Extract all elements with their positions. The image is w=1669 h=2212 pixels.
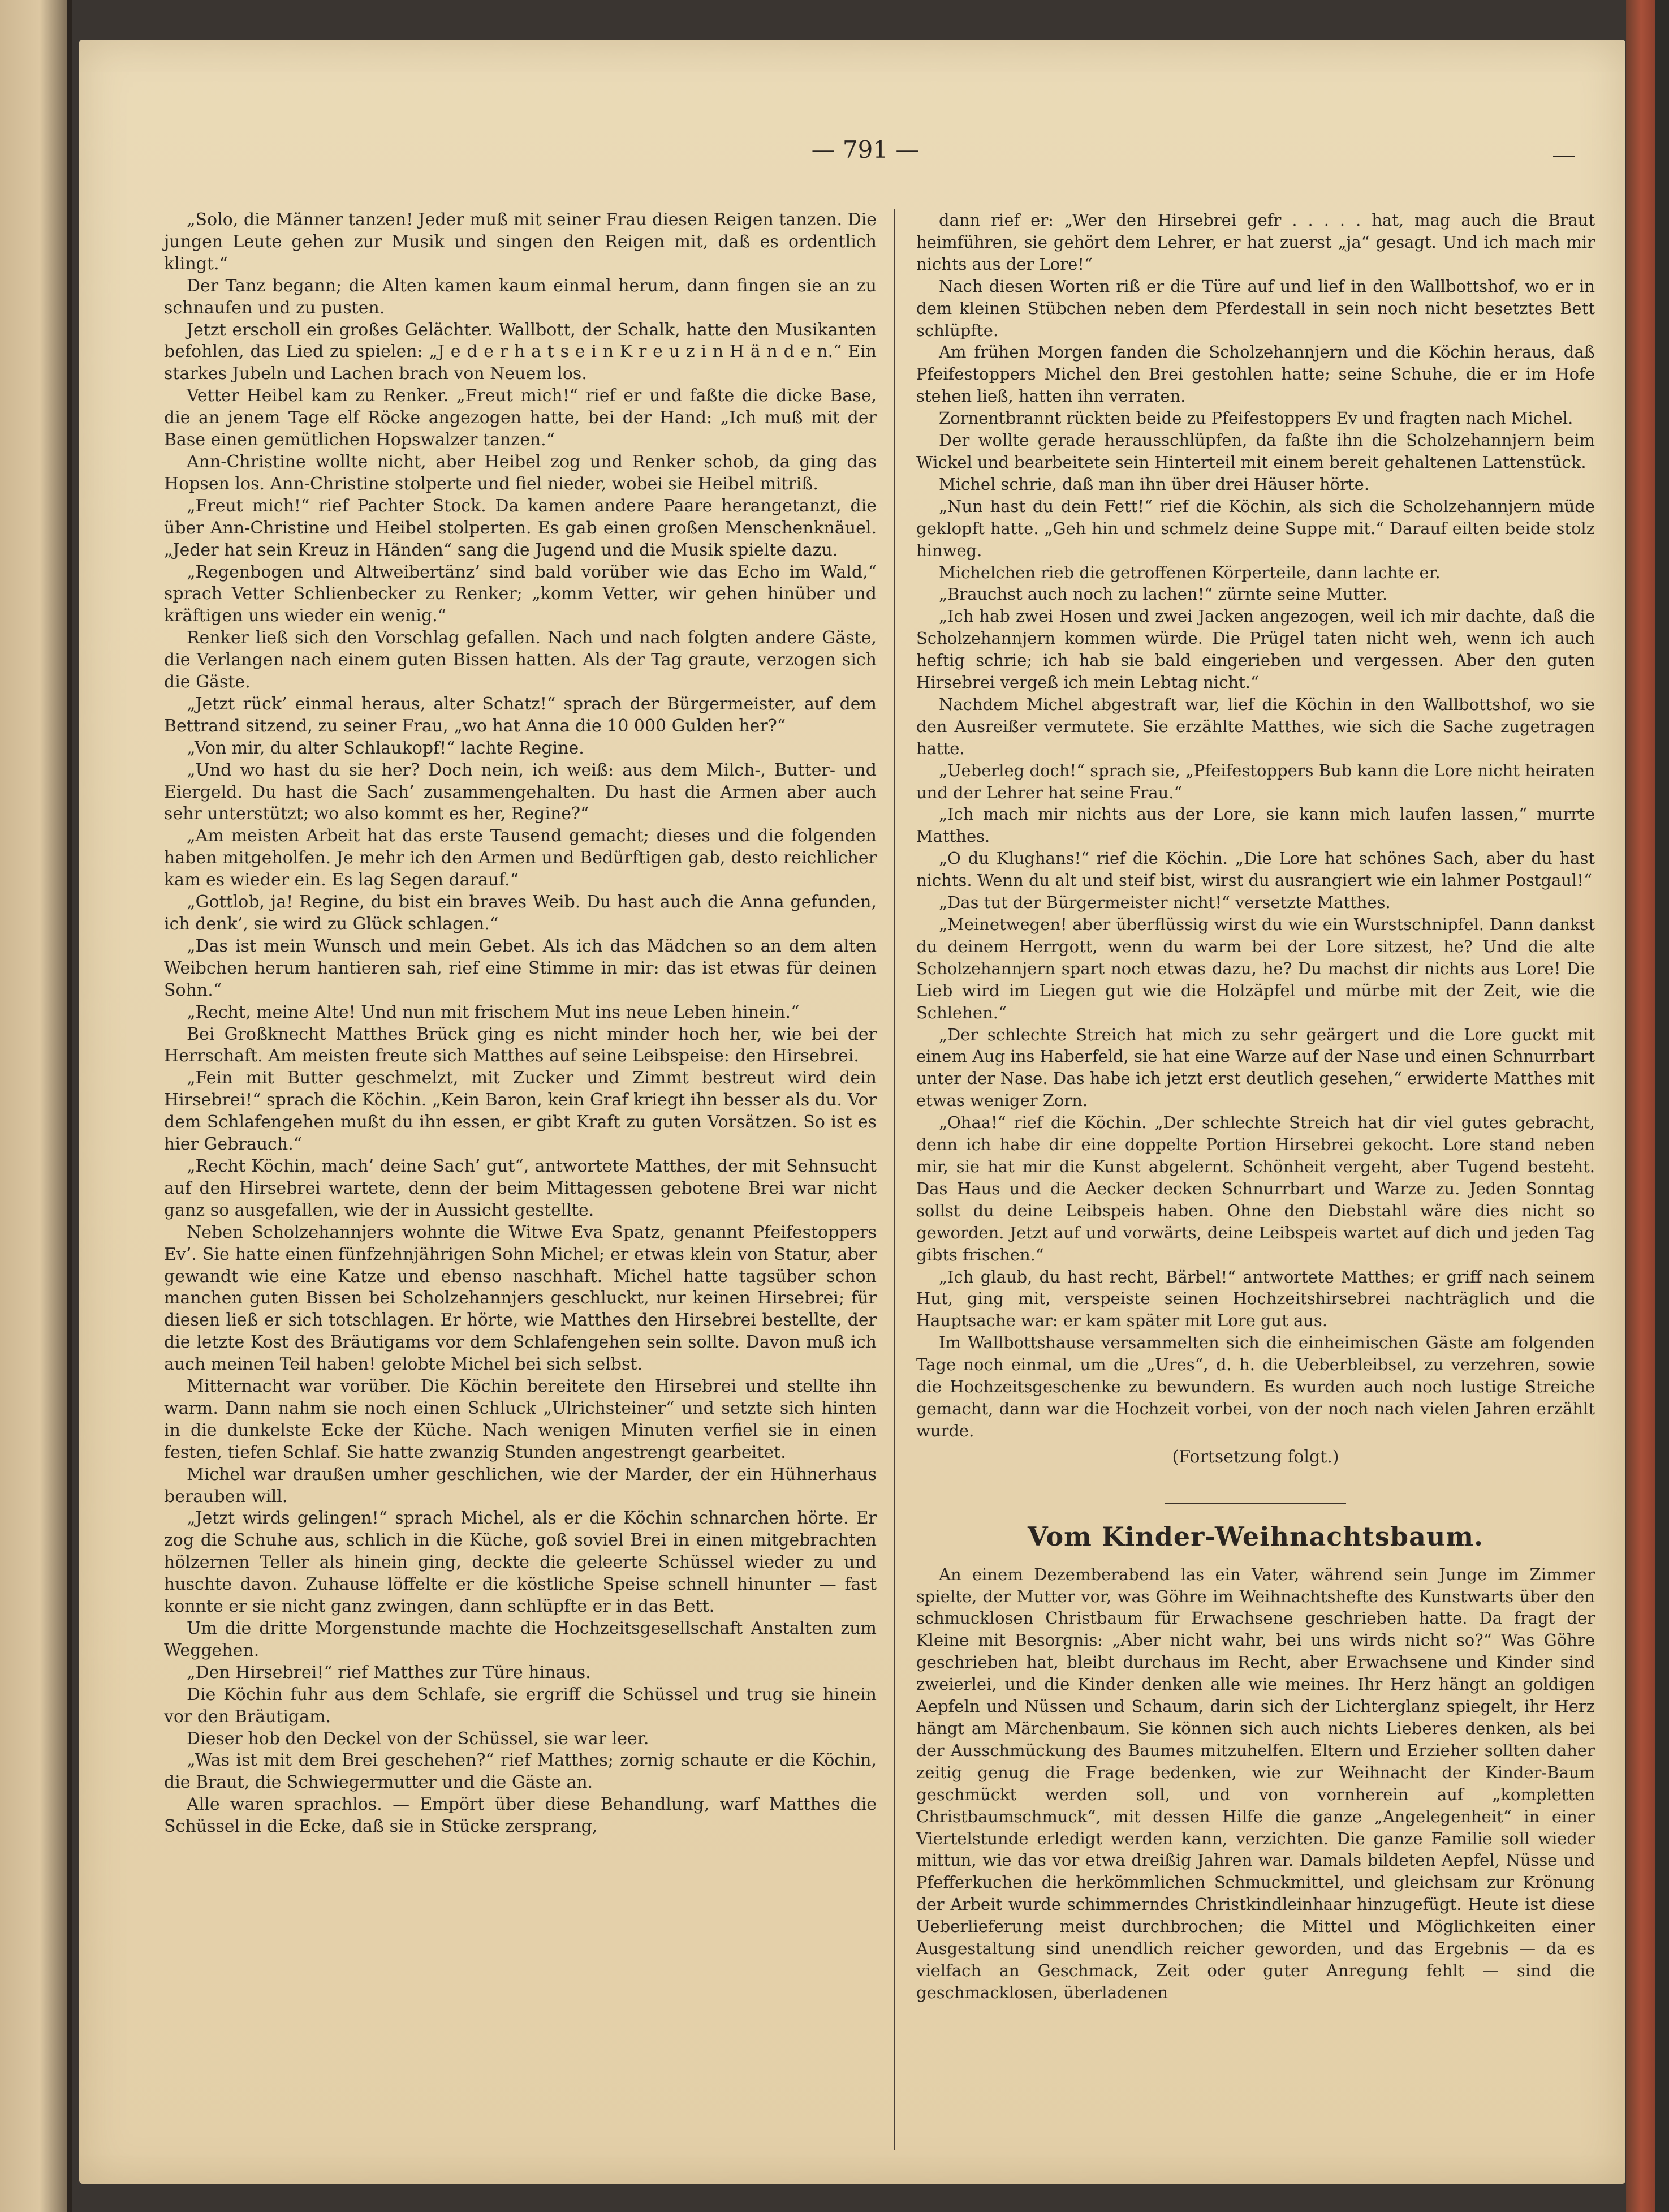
- story-continuation: [916, 209, 1595, 1442]
- paragraph: „Das tut der Bürgermeister nicht!“ versetzte Matthes.: [939, 893, 1391, 913]
- article-body: [916, 1564, 1595, 2004]
- continued-note: (Fortsetzung folgt.): [1172, 1447, 1339, 1467]
- paragraph: „Von mir, du alter Schlaukopf!“ lachte Regine.: [187, 738, 584, 758]
- book-edge: [1626, 0, 1669, 2212]
- paragraph: Am frühen Morgen fanden die Scholzehannjern und die Köchin heraus, daß Pfeifestoppers Michel den Brei gestohlen hatte; seine Schuhe, die er im Hofe stehen ließ, hatten ihn verraten.: [916, 342, 1595, 406]
- paragraph: Ann-Christine wollte nicht, aber Heibel zog und Renker schob, da ging das Hopsen los. Ann-Christine stolperte und fiel nieder, wobei sie Heibel mitriß.: [164, 451, 877, 494]
- newspaper-page: [79, 40, 1625, 2184]
- section-divider: [1165, 1503, 1346, 1504]
- paragraph: Bei Großknecht Matthes Brück ging es nicht minder hoch her, wie bei der Herrschaft. Am meisten freute sich Matthes auf seine Leibspeise: den Hirsebrei.: [164, 1024, 877, 1066]
- paragraph: Um die dritte Morgenstunde machte die Hochzeitsgesellschaft Anstalten zum Weggehen.: [164, 1619, 877, 1660]
- paragraph: „Der schlechte Streich hat mich zu sehr geärgert und die Lore guckt mit einem Aug ins Haberfeld, sie hat eine Warze auf der Nase und einen Schnurrbart unter der Nase. Das habe ich jetzt erst deutlich gesehen,“ erwiderte Matthes mit etwas weniger Zorn.: [916, 1025, 1595, 1111]
- paragraph: „Regenbogen und Altweibertänz’ sind bald vorüber wie das Echo im Wald,“ sprach Vetter Schlienbecker zu Renker; „komm Vetter, wir gehen hinüber und kräftigen uns wieder ein wenig.“: [164, 562, 877, 626]
- paragraph: Dieser hob den Deckel von der Schüssel, sie war leer.: [187, 1728, 649, 1749]
- paragraph: „Am meisten Arbeit hat das erste Tausend gemacht; dieses und die folgenden haben mitgeholfen. Je mehr ich den Armen und Bedürftigen gab, desto reichlicher kam es wieder ein. Es lag Segen darauf.“: [164, 826, 877, 890]
- paragraph: Zornentbrannt rückten beide zu Pfeifestoppers Ev und fragten nach Michel.: [939, 408, 1573, 428]
- paragraph: „Ich mach mir nichts aus der Lore, sie kann mich laufen lassen,“ murrte Matthes.: [916, 804, 1595, 846]
- paragraph: Jetzt erscholl ein großes Gelächter. Wallbott, der Schalk, hatte den Musikanten befohlen, das Lied zu spielen: „J e d e r h a t s e i n K r e u z i n H ä n d e n.“ Ein starkes Jubeln und Lachen brach von Neuem los.: [164, 320, 877, 384]
- paragraph: Nach diesen Worten riß er die Türe auf und lief in den Wallbottshof, wo er in dem kleinen Stübchen neben dem Pferdestall in sein noch nicht besetztes Bett schlüpfte.: [916, 276, 1595, 340]
- paragraph: „Fein mit Butter geschmelzt, mit Zucker und Zimmt bestreut wird dein Hirsebrei!“ sprach die Köchin. „Kein Baron, kein Graf kriegt ihn besser als du. Vor dem Schlafengehen mußt du ihn essen, er gibt Kraft zu guten Vorsätzen. So ist es hier Gebrauch.“: [164, 1068, 877, 1155]
- paragraph: Mitternacht war vorüber. Die Köchin bereitete den Hirsebrei und stellte ihn warm. Dann nahm sie noch einen Schluck „Ulrichsteiner“ und setzte sich hinten in die dunkelste Ecke der Küche. Nach wenigen Minuten verfiel sie in einen festen, tiefen Schlaf. Sie hatte zwanzig Stunden angestrengt gearbeitet.: [164, 1376, 877, 1462]
- paragraph: Der wollte gerade herausschlüpfen, da faßte ihn die Scholzehannjern beim Wickel und bearbeitete sein Hinterteil mit einem bereit gehaltenen Lattenstück.: [916, 431, 1595, 472]
- paragraph: „Den Hirsebrei!“ rief Matthes zur Türe hinaus.: [187, 1662, 591, 1682]
- paragraph: „Und wo hast du sie her? Doch nein, ich weiß: aus dem Milch-, Butter- und Eiergeld. Du hast die Sach’ zusammengehalten. Du hast die Armen aber auch sehr unterstützt; wo also kommt es her, Regine?“: [164, 760, 877, 824]
- paragraph: Michel schrie, daß man ihn über drei Häuser hörte.: [939, 474, 1370, 494]
- paragraph: „Jetzt rück’ einmal heraus, alter Schatz!“ sprach der Bürgermeister, auf dem Bettrand sitzend, zu seiner Frau, „wo hat Anna die 10 000 Gulden her?“: [164, 694, 877, 736]
- paragraph: Michel war draußen umher geschlichen, wie der Marder, der ein Hühnerhaus berauben will.: [164, 1464, 877, 1507]
- column-rule: [894, 209, 895, 2150]
- paragraph: „Freut mich!“ rief Pachter Stock. Da kamen andere Paare herangetanzt, die über Ann-Christine und Heibel stolperten. Es gab einen großen Menschenknäuel. „Jeder hat sein Kreuz in Händen“ sang die Jugend und die Musik spielte dazu.: [164, 496, 877, 560]
- paragraph: „Brauchst auch noch zu lachen!“ zürnte seine Mutter.: [939, 584, 1388, 604]
- paragraph: Im Wallbottshause versammelten sich die einheimischen Gäste am folgenden Tage noch einmal, um die „Ures“, d. h. die Ueberbleibsel, zu verzehren, sowie die Hochzeitsgeschenke zu bewundern. Es wurden auch noch lustige Streiche gemacht, dann war die Hochzeit vorbei, von der noch nach vielen Jahren erzählt wurde.: [916, 1333, 1595, 1440]
- left-column: [164, 209, 877, 1838]
- paragraph: „Ohaa!“ rief die Köchin. „Der schlechte Streich hat dir viel gutes gebracht, denn ich habe dir eine doppelte Portion Hirsebrei gekocht. Lore stand neben mir, sie hat mir die Kunst abgelernt. Schönheit vergeht, aber Tugend besteht. Das Haus und die Aecker decken Schnurrbart und Warze zu. Jeden Sonntag sollst du deine Leibspeis haben. Ohne den Diebstahl wäre dies nicht so geworden. Jetzt auf und vorwärts, deine Leibspeis wartet auf dich und jeden Tag gibts frischen.“: [916, 1113, 1595, 1264]
- paragraph: „Das ist mein Wunsch und mein Gebet. Als ich das Mädchen so an dem alten Weibchen herum hantieren sah, rief eine Stimme in mir: das ist etwas für deinen Sohn.“: [164, 936, 877, 1000]
- paragraph: „Ueberleg doch!“ sprach sie, „Pfeifestoppers Bub kann die Lore nicht heiraten und der Lehrer hat seine Frau.“: [916, 760, 1595, 802]
- paragraph: Vetter Heibel kam zu Renker. „Freut mich!“ rief er und faßte die dicke Base, die an jenem Tage elf Röcke angezogen hatte, bei der Hand: „Ich muß mit der Base einen gemütlichen Hopswalzer tanzen.“: [164, 386, 877, 450]
- paragraph: „Was ist mit dem Brei geschehen?“ rief Matthes; zornig schaute er die Köchin, die Braut, die Schwiegermutter und die Gäste an.: [164, 1750, 877, 1793]
- paragraph: Renker ließ sich den Vorschlag gefallen. Nach und nach folgten andere Gäste, die Verlangen nach einem guten Bissen hatten. Als der Tag graute, verzogen sich die Gäste.: [164, 628, 877, 692]
- corner-mark: [1553, 156, 1575, 157]
- paragraph: „Solo, die Männer tanzen! Jeder muß mit seiner Frau diesen Reigen tanzen. Die jungen Leute gehen zur Musik und singen den Reigen mit, daß es ordentlich klingt.“: [164, 210, 877, 274]
- right-column: [916, 209, 1595, 2004]
- paragraph: Die Köchin fuhr aus dem Schlafe, sie ergriff die Schüssel und trug sie hinein vor den Bräutigam.: [164, 1684, 877, 1727]
- paragraph: „Ich hab zwei Hosen und zwei Jacken angezogen, weil ich mir dachte, daß die Scholzehannjern kommen würde. Die Prügel taten nicht weh, wenn ich auch heftig schrie; ich hab sie bald eingerieben und vergessen. Aber den guten Hirsebrei vergeß ich mein Lebtag nicht.“: [916, 606, 1595, 692]
- paragraph: Alle waren sprachlos. — Empört über diese Behandlung, warf Matthes die Schüssel in die Ecke, daß sie in Stücke zersprang,: [164, 1794, 877, 1837]
- paragraph: „O du Klughans!“ rief die Köchin. „Die Lore hat schönes Sach, aber du hast nichts. Wenn du alt und steif bist, wirst du ausrangiert wie ein lahmer Postgaul!“: [916, 849, 1595, 890]
- paragraph: Michelchen rieb die getroffenen Körperteile, dann lachte er.: [939, 562, 1441, 582]
- paragraph: Neben Scholzehannjers wohnte die Witwe Eva Spatz, genannt Pfeifestoppers Ev’. Sie hatte einen fünfzehnjährigen Sohn Michel; er etwas klein von Statur, aber gewandt wie eine Katze und ebenso naschhaft. Michel hatte tagsüber schon manchen guten Bissen bei Scholzehannjers geschluckt, nur keinen Hirsebrei; für diesen ließ er sich totschlagen. Er hörte, wie Matthes den Hirsebrei bestellte, der die letzte Kost des Bräutigams vor dem Schlafengehen sein sollte. Davon muß ich auch meinen Teil haben! gelobte Michel bei sich selbst.: [164, 1222, 877, 1375]
- previous-page-edge: [0, 0, 72, 2212]
- paragraph: „Jetzt wirds gelingen!“ sprach Michel, als er die Köchin schnarchen hörte. Er zog die Schuhe aus, schlich in die Küche, goß soviel Brei in einen mitgebrachten hölzernen Teller als hinein ging, deckte die geleerte Schüssel wieder zu und huschte davon. Zuhause löffelte er die köstliche Speise schnell hinunter — fast konnte er sie nicht ganz zwingen, dann schlüpfte er in das Bett.: [164, 1508, 877, 1617]
- paragraph: An einem Dezemberabend las ein Vater, während sein Junge im Zimmer spielte, der Mutter vor, was Göhre im Weihnachtshefte des Kunstwarts über den schmucklosen Christbaum für Erwachsene geschrieben hatte. Da fragt der Kleine mit Besorgnis: „Aber nicht wahr, bei uns wirds nicht so?“ Was Göhre geschrieben hat, bleibt durchaus im Recht, aber Erwachsene und Kinder sind zweierlei, und die Kinder denken alle wie meines. Ihr Herz hängt an goldigen Aepfeln und Nüssen und Schaum, darin sich der Lichterglanz spiegelt, ihr Herz hängt am Märchenbaum. Sie können sich auch nichts Lieberes denken, als bei der Ausschmückung des Baumes mitzuhelfen. Eltern und Erzieher sollten daher zeitig genug die Frage bedenken, wie zur Weihnacht der Kinder-Baum geschmückt werden soll, und von vornherein auf „kompletten Christbaumschmuck“, mit dessen Hilfe die ganze „Angelegenheit“ in einer Viertelstunde erledigt werden kann, verzichten. Die ganze Familie soll wieder mittun, wie das vor etwa dreißig Jahren war. Damals bildeten Aepfel, Nüsse und Pfefferkuchen die herkömmlichen Schmuckmittel, und gleichsam zur Krönung der Arbeit wurde schimmerndes Christkindleinhaar hinzugefügt. Heute ist diese Ueberlieferung meist durchbrochen; die Mittel und Möglichkeiten einer Ausgestaltung sind unendlich reicher geworden, und das Ergebnis — da es vielfach an Geschmack, Zeit oder guter Anregung fehlt — sind die geschmacklosen, überladenen: [916, 1564, 1595, 2002]
- paragraph: „Recht, meine Alte! Und nun mit frischem Mut ins neue Leben hinein.“: [187, 1002, 800, 1022]
- paragraph: dann rief er: „Wer den Hirsebrei gefr . . . . . hat, mag auch die Braut heimführen, sie gehört dem Lehrer, er hat zuerst „ja“ gesagt. Und ich mach mir nichts aus der Lore!“: [916, 210, 1595, 274]
- paragraph: „Nun hast du dein Fett!“ rief die Köchin, als sich die Scholzehannjern müde geklopft hatte. „Geh hin und schmelz deine Suppe mit.“ Darauf eilten beide stolz hinweg.: [916, 496, 1595, 560]
- paragraph: „Ich glaub, du hast recht, Bärbel!“ antwortete Matthes; er griff nach seinem Hut, ging mit, verspeiste seinen Hochzeitshirsebrei nachträglich und die Hauptsache war: er kam später mit Lore gut aus.: [916, 1267, 1595, 1331]
- article-title: Vom Kinder-Weihnachtsbaum.: [1027, 1521, 1484, 1552]
- paragraph: „Meinetwegen! aber überflüssig wirst du wie ein Wurstschnipfel. Dann dankst du deinem Herrgott, wenn du warm bei der Lore sitzest, he? Und die alte Scholzehannjern spart noch etwas dazu, he? Du machst dir nichts aus Lore! Die Lieb wird im Liegen gut wie die Holzäpfel und mürbe mit der Zeit, wie die Schlehen.“: [916, 915, 1595, 1022]
- paragraph: Der Tanz begann; die Alten kamen kaum einmal herum, dann fingen sie an zu schnaufen und zu pusten.: [164, 276, 877, 318]
- paragraph: Nachdem Michel abgestraft war, lief die Köchin in den Wallbottshof, wo sie den Ausreißer vermutete. Sie erzählte Matthes, wie sich die Sache zugetragen hatte.: [916, 694, 1595, 758]
- paragraph: „Recht Köchin, mach’ deine Sach’ gut“, antwortete Matthes, der mit Sehnsucht auf den Hirsebrei wartete, denn der beim Mittagessen gebotene Brei war nicht ganz so ausgefallen, wie der in Aussicht gestellte.: [164, 1156, 877, 1220]
- page-number: — 791 —: [811, 136, 920, 163]
- paragraph: „Gottlob, ja! Regine, du bist ein braves Weib. Du hast auch die Anna gefunden, ich denk’, sie wird zu Glück schlagen.“: [164, 892, 877, 934]
